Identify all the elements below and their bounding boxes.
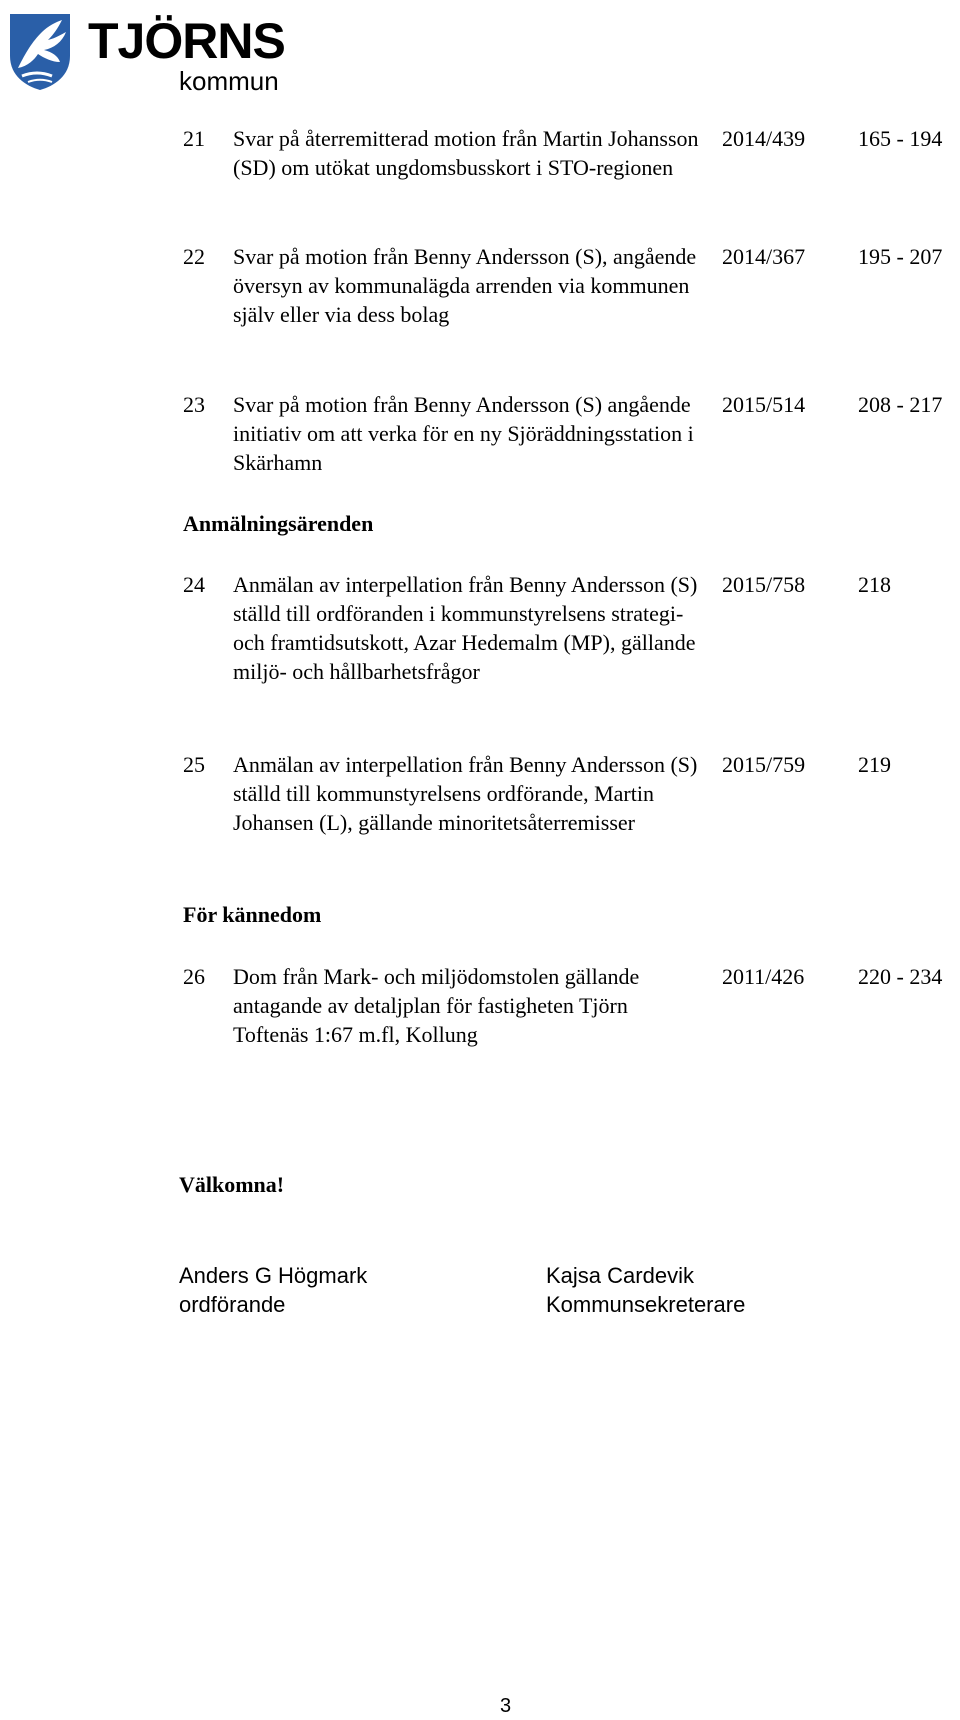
item-number: 22 (183, 244, 205, 269)
item-pages: 208 - 217 (858, 392, 943, 417)
item-diarienummer: 2011/426 (722, 964, 805, 989)
item-number: 25 (183, 752, 205, 777)
signature-name: Kajsa Cardevik (546, 1263, 694, 1288)
item-pages: 218 (858, 572, 891, 597)
signature-name: Anders G Högmark (179, 1263, 368, 1288)
signature-chair (179, 1261, 367, 1319)
welcome-text: Välkomna! (179, 1172, 285, 1197)
item-diarienummer: 2015/759 (722, 752, 806, 777)
item-number: 23 (183, 392, 205, 417)
section-heading-anmalningsarenden: Anmälningsärenden (183, 511, 374, 536)
item-number: 24 (183, 572, 205, 597)
item-pages: 195 - 207 (858, 244, 943, 269)
item-diarienummer: 2014/367 (722, 244, 806, 269)
item-diarienummer: 2015/758 (722, 572, 806, 597)
item-diarienummer: 2015/514 (722, 392, 806, 417)
item-pages: 219 (858, 752, 891, 777)
item-text: Svar på motion från Benny Andersson (S) angående initiativ om att verka för en ny Sjöräddningsstation i Skärhamn (233, 392, 694, 475)
item-number: 26 (183, 964, 205, 989)
item-number: 21 (183, 126, 205, 151)
coat-of-arms-icon (8, 12, 72, 92)
item-text: Svar på motion från Benny Andersson (S), angående översyn av kommunalägda arrenden via kommunen själv eller via dess bolag (233, 244, 697, 327)
item-text: Anmälan av interpellation från Benny Andersson (S) ställd till kommunstyrelsens ordförande, Martin Johansen (L), gällande minoritetsåterremisser (233, 752, 698, 835)
signature-role: ordförande (179, 1292, 286, 1317)
item-text: Svar på återremitterad motion från Martin Johansson (SD) om utökat ungdomsbusskort i STO-regionen (233, 126, 699, 180)
item-text: Anmälan av interpellation från Benny Andersson (S) ställd till ordföranden i kommunstyrelsens strategi- och framtidsutskott, Azar Hedemalm (MP), gällande miljö- och hållbarhetsfrågor (233, 572, 698, 684)
logo-title: TJÖRNS (88, 13, 285, 69)
logo-subtitle: kommun (179, 66, 279, 96)
item-text: Dom från Mark- och miljödomstolen gällande antagande av detaljplan för fastigheten Tjörn Toftenäs 1:67 m.fl, Kollung (233, 964, 640, 1047)
item-pages: 220 - 234 (858, 964, 943, 989)
signature-role: Kommunsekreterare (546, 1292, 746, 1317)
signature-secretary (546, 1261, 745, 1319)
item-diarienummer: 2014/439 (722, 126, 806, 151)
section-heading-for-kannedom: För kännedom (183, 902, 322, 927)
item-pages: 165 - 194 (858, 126, 943, 151)
page-number: 3 (500, 1695, 512, 1717)
